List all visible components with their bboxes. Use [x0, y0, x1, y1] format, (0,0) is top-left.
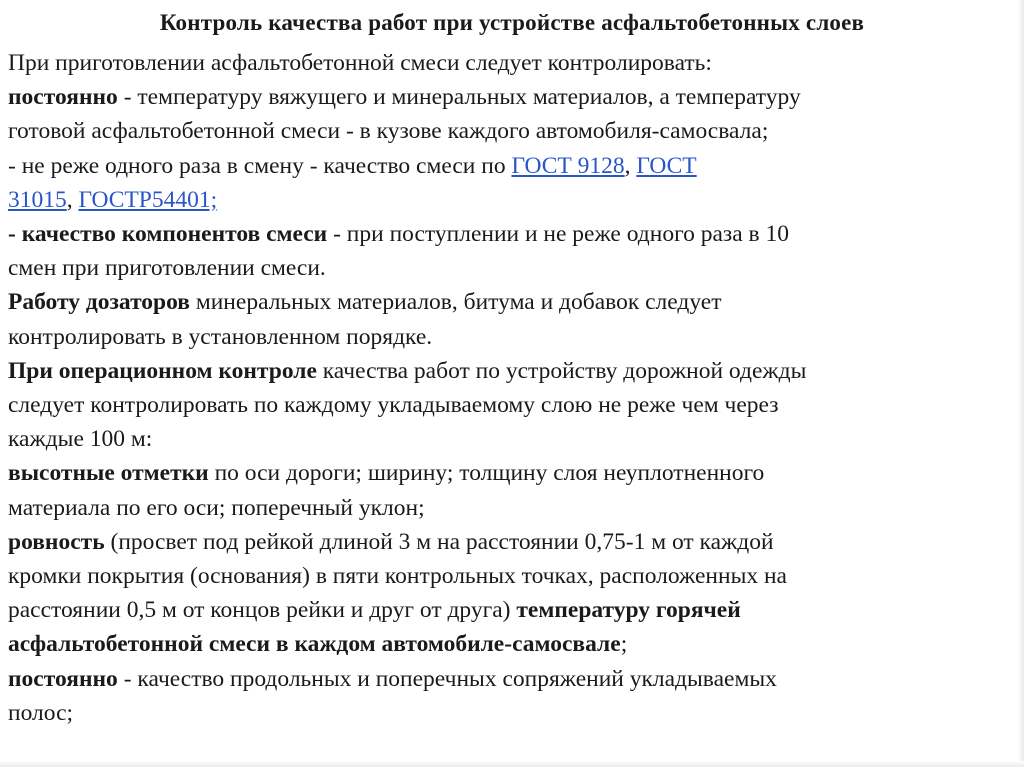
text-line: [8, 593, 998, 627]
line-text: - не реже одного раза в смену - качество смеси по: [8, 152, 512, 179]
text-line: [8, 217, 998, 251]
text-line: [8, 525, 998, 559]
right-edge-shadow: [1018, 0, 1024, 767]
bold-term: При операционном контроле: [8, 357, 317, 384]
text-line: [8, 559, 998, 593]
line-text: по оси дороги; ширину; толщину слоя неуплотненного: [208, 460, 765, 487]
line-text: полос;: [8, 699, 74, 726]
text-line: [8, 456, 998, 490]
line-text: (просвет под рейкой длиной 3 м на расстоянии 0,75-1 м от каждой: [104, 528, 774, 555]
bold-term: ровность: [8, 528, 105, 555]
line-text: контролировать в установленном порядке.: [8, 323, 433, 350]
text-line: [8, 662, 998, 696]
line-text: минеральных материалов, битума и добавок следует: [189, 289, 722, 316]
bold-term: асфальтобетонной смеси в каждом автомобиле-самосвале: [8, 631, 621, 658]
bold-term: постоянно: [8, 665, 118, 692]
text-line: [8, 320, 998, 354]
line-text: каждые 100 м:: [8, 426, 153, 453]
gost-31015-link[interactable]: ГОСТ: [636, 152, 697, 179]
text-line: [8, 388, 998, 422]
bold-term: Работу дозаторов: [8, 289, 190, 316]
text-line: [8, 422, 998, 456]
text-line: [8, 251, 998, 285]
line-text: качества работ по устройству дорожной одежды: [316, 357, 807, 384]
text-line: [8, 46, 998, 80]
text-line: [8, 696, 998, 730]
line-text: - качество продольных и поперечных сопряжений укладываемых: [117, 665, 777, 692]
text-line: [8, 114, 998, 148]
line-text: материала по его оси; поперечный уклон;: [8, 494, 425, 521]
gost-31015-link[interactable]: 31015: [8, 186, 67, 213]
bold-term: - качество компонентов смеси: [8, 221, 328, 248]
bold-term: постоянно: [8, 84, 118, 111]
line-text: кромки покрытия (основания) в пяти контрольных точках, расположенных на: [8, 563, 787, 590]
text-line: [8, 285, 998, 319]
text-line: [8, 491, 998, 525]
line-text: расстоянии 0,5 м от концов рейки и друг от друга): [8, 597, 517, 624]
line-text: ;: [620, 631, 628, 658]
text-line: [8, 80, 998, 114]
text-line: [8, 183, 998, 217]
line-text: При приготовлении асфальтобетонной смеси следует контролировать:: [8, 50, 712, 76]
text-line: [8, 627, 998, 661]
gost-9128-link[interactable]: ГОСТ 9128: [511, 152, 625, 179]
separator: ,: [66, 186, 79, 213]
gostr-54401-link[interactable]: ГОСТР54401;: [78, 186, 218, 213]
bold-term: температуру горячей: [516, 597, 741, 624]
line-text: - температуру вяжущего и минеральных материалов, а температуру: [117, 84, 801, 111]
line-text: следует контролировать по каждому укладываемому слою не реже чем через: [8, 392, 779, 419]
line-text: смен при приготовлении смеси.: [8, 255, 326, 282]
separator: ,: [624, 152, 637, 179]
line-text: - при поступлении и не реже одного раза в 10: [327, 221, 789, 248]
bold-term: высотные отметки: [8, 460, 209, 487]
slide-title: Контроль качества работ при устройстве асфальтобетонных слоев: [159, 10, 865, 35]
text-line: [8, 354, 998, 388]
text-line: [8, 149, 998, 183]
slide-body: [8, 46, 998, 730]
bottom-edge-shadow: [0, 761, 1024, 767]
line-text: готовой асфальтобетонной смеси - в кузове каждого автомобиля-самосвала;: [8, 118, 769, 145]
